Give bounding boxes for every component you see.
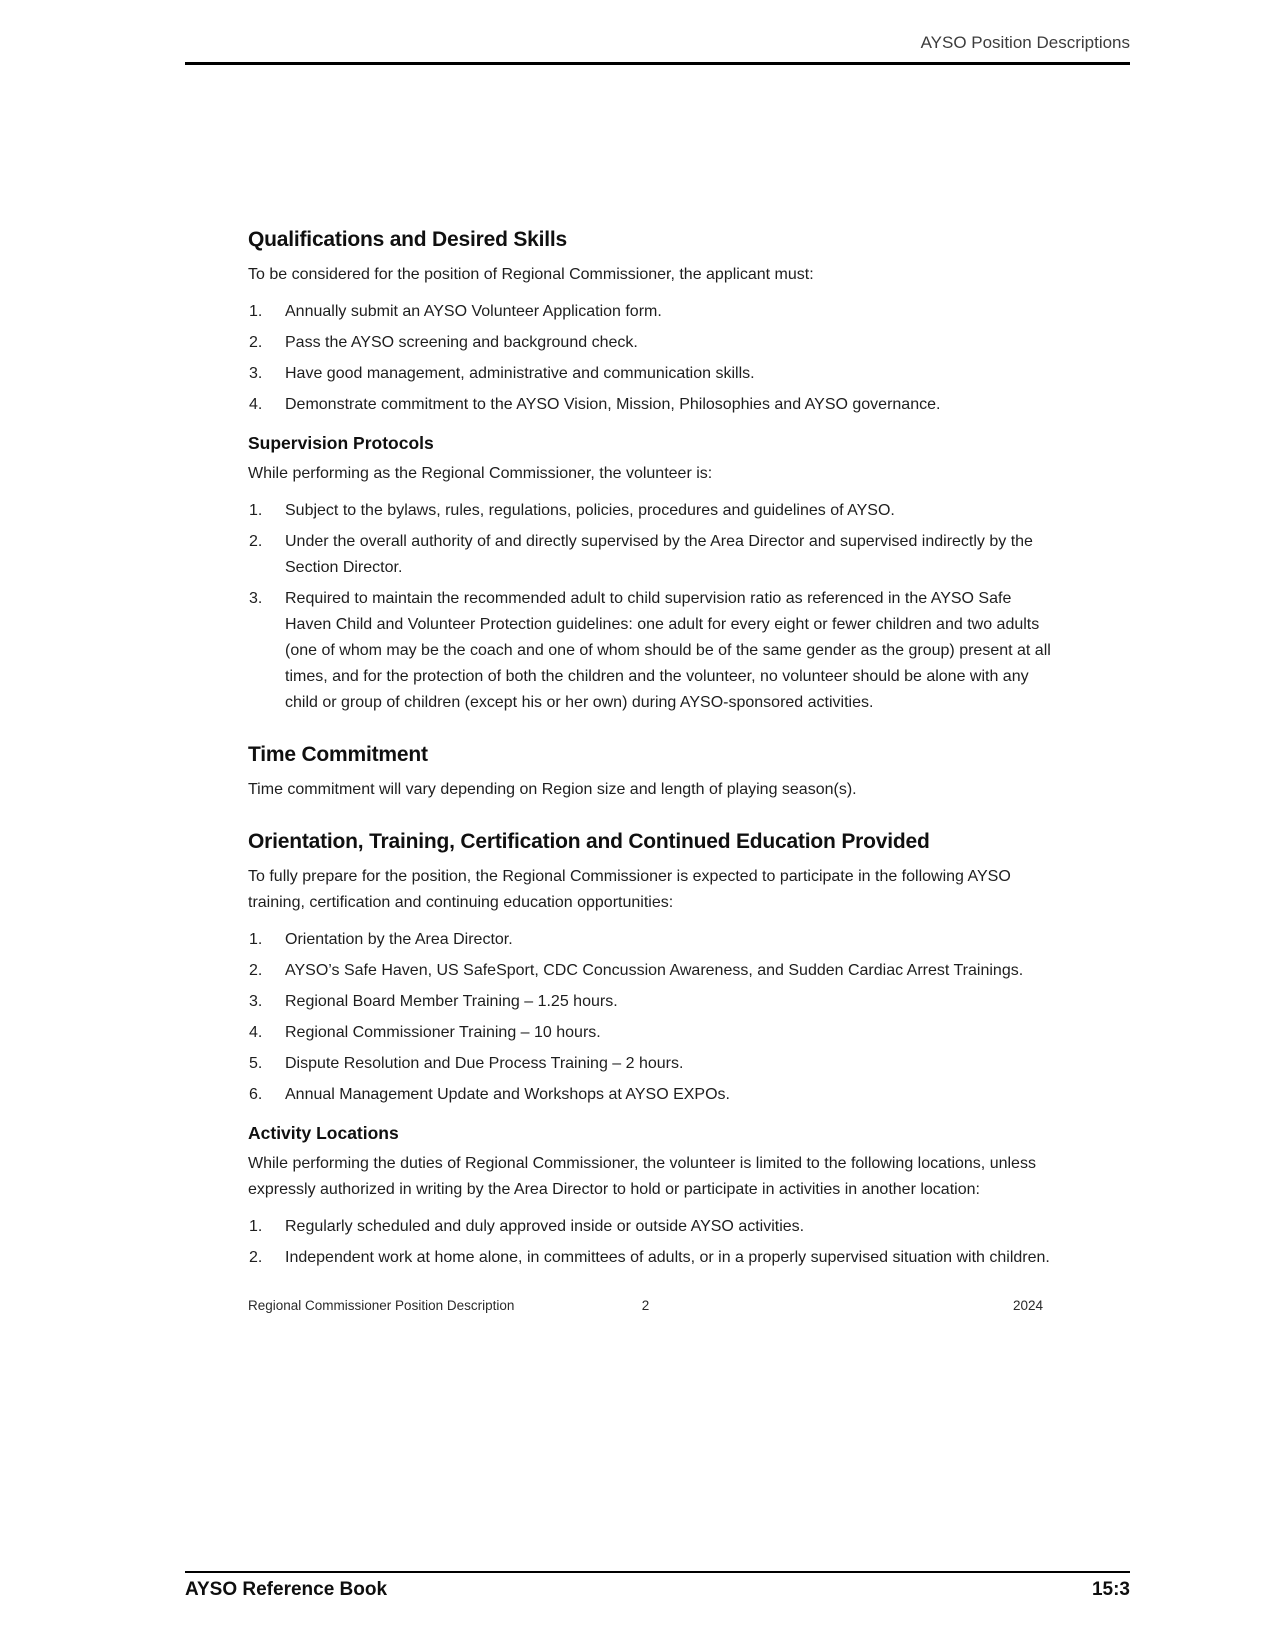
section-orientation-training bbox=[248, 828, 1058, 1108]
time-commitment-body: Time commitment will vary depending on Region size and length of playing season(s). bbox=[248, 781, 857, 798]
section-qualifications bbox=[248, 226, 1058, 418]
page-number: 2 bbox=[641, 1298, 650, 1313]
orientation-intro: To fully prepare for the position, the Regional Commissioner is expected to participate in the following AYSO training, certification and continuing education opportunities: bbox=[248, 868, 1011, 911]
orientation-list bbox=[248, 927, 1058, 1108]
page-footer-year: 2024 bbox=[1012, 1298, 1044, 1313]
list-item: Regularly scheduled and duly approved inside or outside AYSO activities. bbox=[285, 1218, 805, 1235]
activity-locations-heading: Activity Locations bbox=[248, 1123, 399, 1143]
list-item: Regional Board Member Training – 1.25 hours. bbox=[285, 993, 618, 1010]
list-item: Demonstrate commitment to the AYSO Vision, Mission, Philosophies and AYSO governance. bbox=[285, 396, 941, 413]
book-footer bbox=[185, 1571, 1130, 1601]
running-header-title: AYSO Position Descriptions bbox=[920, 33, 1130, 52]
section-supervision-protocols bbox=[248, 431, 1058, 716]
book-footer-title: AYSO Reference Book bbox=[185, 1579, 388, 1600]
qualifications-intro: To be considered for the position of Regional Commissioner, the applicant must: bbox=[248, 266, 814, 283]
qualifications-list bbox=[248, 299, 1058, 418]
list-item: Orientation by the Area Director. bbox=[285, 931, 513, 948]
running-header bbox=[185, 33, 1130, 65]
list-item: Annual Management Update and Workshops at AYSO EXPOs. bbox=[285, 1086, 730, 1103]
list-item: AYSO’s Safe Haven, US SafeSport, CDC Concussion Awareness, and Sudden Cardiac Arrest Trainings. bbox=[285, 962, 1024, 979]
page-footer bbox=[248, 1298, 1043, 1313]
supervision-intro: While performing as the Regional Commissioner, the volunteer is: bbox=[248, 465, 713, 482]
list-item: Under the overall authority of and directly supervised by the Area Director and supervised indirectly by the Section Director. bbox=[285, 533, 1033, 576]
page-footer-title: Regional Commissioner Position Description bbox=[248, 1298, 515, 1313]
supervision-list bbox=[248, 498, 1058, 716]
activity-locations-list bbox=[248, 1214, 1058, 1271]
list-item: Dispute Resolution and Due Process Training – 2 hours. bbox=[285, 1055, 684, 1072]
list-item: Pass the AYSO screening and background check. bbox=[285, 334, 638, 351]
qualifications-heading: Qualifications and Desired Skills bbox=[248, 228, 568, 251]
section-time-commitment bbox=[248, 741, 1058, 803]
list-item: Independent work at home alone, in committees of adults, or in a properly supervised situation with children. bbox=[285, 1249, 1050, 1266]
list-item: Required to maintain the recommended adult to child supervision ratio as referenced in the AYSO Safe Haven Child and Volunteer Protection guidelines: one adult for every eight or fewer children and two adults (one of whom may be the coach and one of whom should be of the same gender as the group) present at all times, and for the protection of both the children and the volunteer, no volunteer should be alone with any child or group of children (except his or her own) during AYSO-sponsored activities. bbox=[285, 590, 1051, 711]
list-item: Subject to the bylaws, rules, regulations, policies, procedures and guidelines of AYSO. bbox=[285, 502, 895, 519]
activity-locations-intro: While performing the duties of Regional Commissioner, the volunteer is limited to the following locations, unless expressly authorized in writing by the Area Director to hold or participate in activities in another location: bbox=[248, 1155, 1036, 1198]
document-body bbox=[248, 226, 1058, 1277]
list-item: Annually submit an AYSO Volunteer Application form. bbox=[285, 303, 662, 320]
book-footer-section-number: 15:3 bbox=[1091, 1579, 1130, 1600]
time-commitment-heading: Time Commitment bbox=[248, 743, 428, 766]
list-item: Have good management, administrative and communication skills. bbox=[285, 365, 755, 382]
list-item: Regional Commissioner Training – 10 hours. bbox=[285, 1024, 601, 1041]
orientation-heading: Orientation, Training, Certification and Continued Education Provided bbox=[248, 830, 930, 853]
supervision-heading: Supervision Protocols bbox=[248, 433, 434, 453]
section-activity-locations bbox=[248, 1121, 1058, 1271]
